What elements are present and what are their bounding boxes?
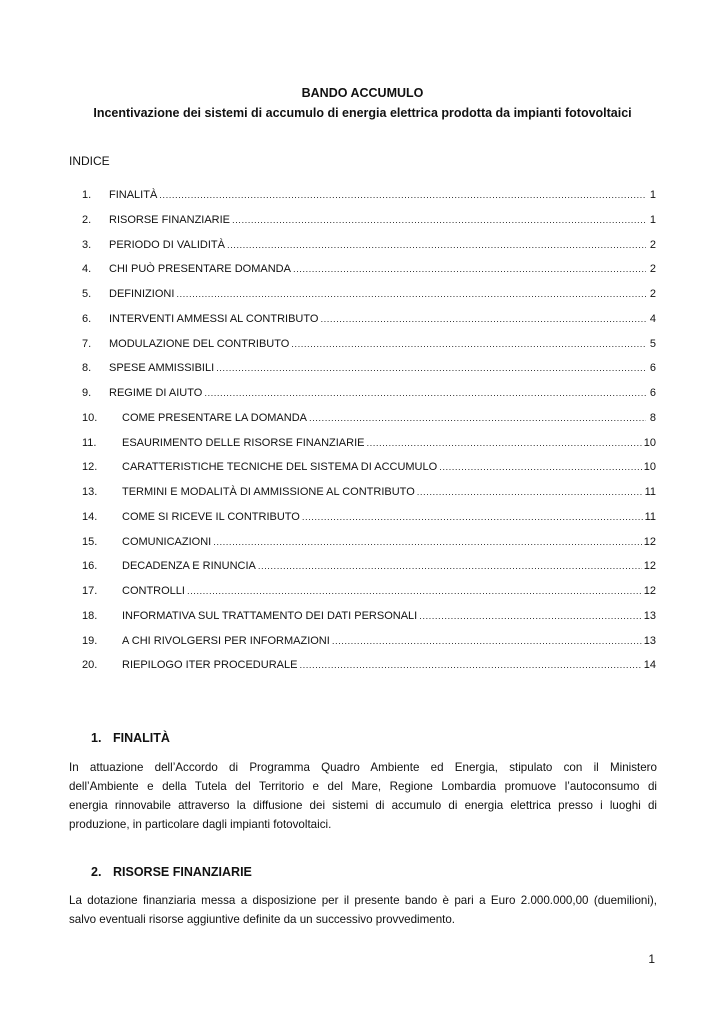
toc-dot-leader [258,558,642,575]
toc-dot-leader [302,509,643,526]
toc-dot-leader [204,385,646,402]
toc-entry-page: 4 [649,312,656,325]
toc-entry-page: 14 [643,659,656,672]
toc-entry-page: 5 [649,337,656,350]
toc-entry-number: 18. [82,609,98,622]
toc-entry-label: COMUNICAZIONI [122,535,212,548]
document-title: BANDO ACCUMULO [301,86,424,100]
toc-entry-label: COME PRESENTARE LA DOMANDA [122,411,307,424]
toc-entry-number: 2. [82,213,92,226]
page-number: 1 [648,952,655,966]
toc-dot-leader [293,261,646,278]
toc-dot-leader [227,237,646,254]
toc-entry-label: REGIME DI AIUTO [109,387,203,399]
paragraph-line: dell’Ambiente e della Tutela del Territorio e del Mare, Regione Lombardia promuove l’autoconsumo di [69,780,657,793]
section-number: 2. [91,865,102,879]
toc-dot-leader [216,360,646,377]
toc-entry-label: CHI PUÒ PRESENTARE DOMANDA [109,263,291,276]
toc-entry[interactable] [82,336,656,352]
toc-entry-label: ESAURIMENTO DELLE RISORSE FINANZIARIE [122,436,365,449]
toc-entry[interactable] [82,509,656,525]
toc-entry-number: 11. [82,436,97,449]
toc-entry-page: 2 [649,263,656,276]
toc-entry-number: 3. [82,238,92,251]
toc-dot-leader [291,336,646,353]
toc-entry-page: 10 [643,461,656,474]
toc-entry-page: 10 [643,436,656,449]
section-title: RISORSE FINANZIARIE [113,865,252,879]
toc-entry-number: 9. [82,387,92,399]
toc-entry-label: CONTROLLI [122,585,185,597]
section-title: FINALITÀ [113,731,170,745]
section-number: 1. [91,731,102,745]
toc-entry-label: SPESE AMMISSIBILI [109,362,215,375]
toc-entry-page: 1 [649,189,656,201]
toc-entry-label: A CHI RIVOLGERSI PER INFORMAZIONI [122,634,330,647]
toc-entry-number: 4. [82,263,92,276]
paragraph-line: salvo eventuali risorse aggiuntive definite da un successivo provvedimento. [69,913,456,926]
toc-entry-page: 12 [643,585,656,597]
toc-entry-number: 16. [82,560,98,573]
toc-entry-number: 10. [82,411,98,424]
toc-entry[interactable] [82,212,656,228]
toc-entry-label: MODULAZIONE DEL CONTRIBUTO [109,337,290,350]
toc-entry[interactable] [82,410,656,426]
toc-dot-leader [419,608,642,625]
document-subtitle: Incentivazione dei sistemi di accumulo di energia elettrica prodotta da impianti fotovoltaici [93,106,632,120]
toc-entry-number: 15. [82,535,98,548]
toc-entry[interactable] [82,360,656,376]
toc-entry-page: 2 [649,288,656,300]
toc-entry[interactable] [82,459,656,475]
toc-entry-label: RIEPILOGO ITER PROCEDURALE [122,659,298,672]
toc-dot-leader [213,534,642,551]
section-heading-risorse-finanziarie [91,865,252,879]
toc-dot-leader [299,657,641,674]
toc-dot-leader [159,187,646,204]
toc-entry-number: 13. [82,486,98,498]
toc-entry-page: 11 [644,486,656,498]
toc-entry-page: 11 [644,510,656,523]
toc-entry-label: INTERVENTI AMMESSI AL CONTRIBUTO [109,312,319,325]
toc-entry[interactable] [82,484,656,500]
toc-entry-page: 2 [649,238,656,251]
section-paragraph-finalita [69,758,657,834]
toc-entry-number: 20. [82,659,98,672]
toc-entry-number: 5. [82,288,92,300]
toc-entry[interactable] [82,435,656,451]
toc-entry-label: CARATTERISTICHE TECNICHE DEL SISTEMA DI ACCUMULO [122,461,438,474]
toc-entry-number: 8. [82,362,92,375]
toc-entry[interactable] [82,558,656,574]
paragraph-line: produzione, in particolare dagli impianti fotovoltaici. [69,818,332,831]
toc-entry-number: 14. [82,510,98,523]
toc-entry[interactable] [82,187,656,203]
toc-entry-number: 7. [82,337,92,350]
toc-dot-leader [332,633,642,650]
section-paragraph-risorse [69,891,657,929]
paragraph-line: energia rinnovabile attraverso la diffusione dei sistemi di accumulo di energia elettrica presso i luoghi di [69,799,657,812]
paragraph-line: In attuazione dell’Accordo di Programma Quadro Ambiente ed Energia, stipulato con il Ministero [69,761,657,774]
toc-entry-page: 13 [643,609,656,622]
toc-entry[interactable] [82,261,656,277]
toc-entry-label: RISORSE FINANZIARIE [109,213,231,226]
toc-entry-page: 6 [649,387,656,399]
toc-entry-label: TERMINI E MODALITÀ DI AMMISSIONE AL CONTRIBUTO [122,486,415,498]
toc-entry-number: 19. [82,634,98,647]
section-heading-finalita [91,731,170,745]
toc-entry[interactable] [82,633,656,649]
toc-entry[interactable] [82,534,656,550]
toc-dot-leader [309,410,646,427]
toc-entry-number: 1. [82,189,92,201]
toc-entry-page: 6 [649,362,656,375]
toc-entry-label: INFORMATIVA SUL TRATTAMENTO DEI DATI PERSONALI [122,609,418,622]
toc-dot-leader [187,583,642,600]
toc-entry[interactable] [82,657,656,673]
toc-entry-label: PERIODO DI VALIDITÀ [109,238,225,251]
toc-entry-label: COME SI RICEVE IL CONTRIBUTO [122,510,300,523]
toc-heading: INDICE [69,154,110,168]
toc-entry[interactable] [82,237,656,253]
toc-dot-leader [417,484,643,501]
toc-dot-leader [439,459,642,476]
toc-entry-label: DECADENZA E RINUNCIA [122,560,256,573]
toc-entry-number: 6. [82,312,92,325]
toc-entry-number: 12. [82,461,98,474]
paragraph-line: La dotazione finanziaria messa a disposizione per il presente bando è pari a Euro 2.000.000,00 (duemilioni), [69,894,657,907]
toc-entry[interactable] [82,385,656,401]
toc-entry[interactable] [82,286,656,302]
toc-entry-label: FINALITÀ [109,189,158,201]
toc-dot-leader [366,435,641,452]
toc-entry-page: 8 [649,411,656,424]
toc-dot-leader [320,311,646,328]
toc-dot-leader [176,286,646,303]
toc-entry[interactable] [82,608,656,624]
toc-entry-page: 1 [649,213,656,226]
toc-entry-page: 12 [643,560,656,573]
toc-entry-page: 13 [643,634,656,647]
toc-entry[interactable] [82,583,656,599]
toc-entry-number: 17. [82,585,98,597]
toc-entry[interactable] [82,311,656,327]
toc-entry-page: 12 [643,535,656,548]
toc-entry-label: DEFINIZIONI [109,288,175,300]
toc-dot-leader [232,212,646,229]
